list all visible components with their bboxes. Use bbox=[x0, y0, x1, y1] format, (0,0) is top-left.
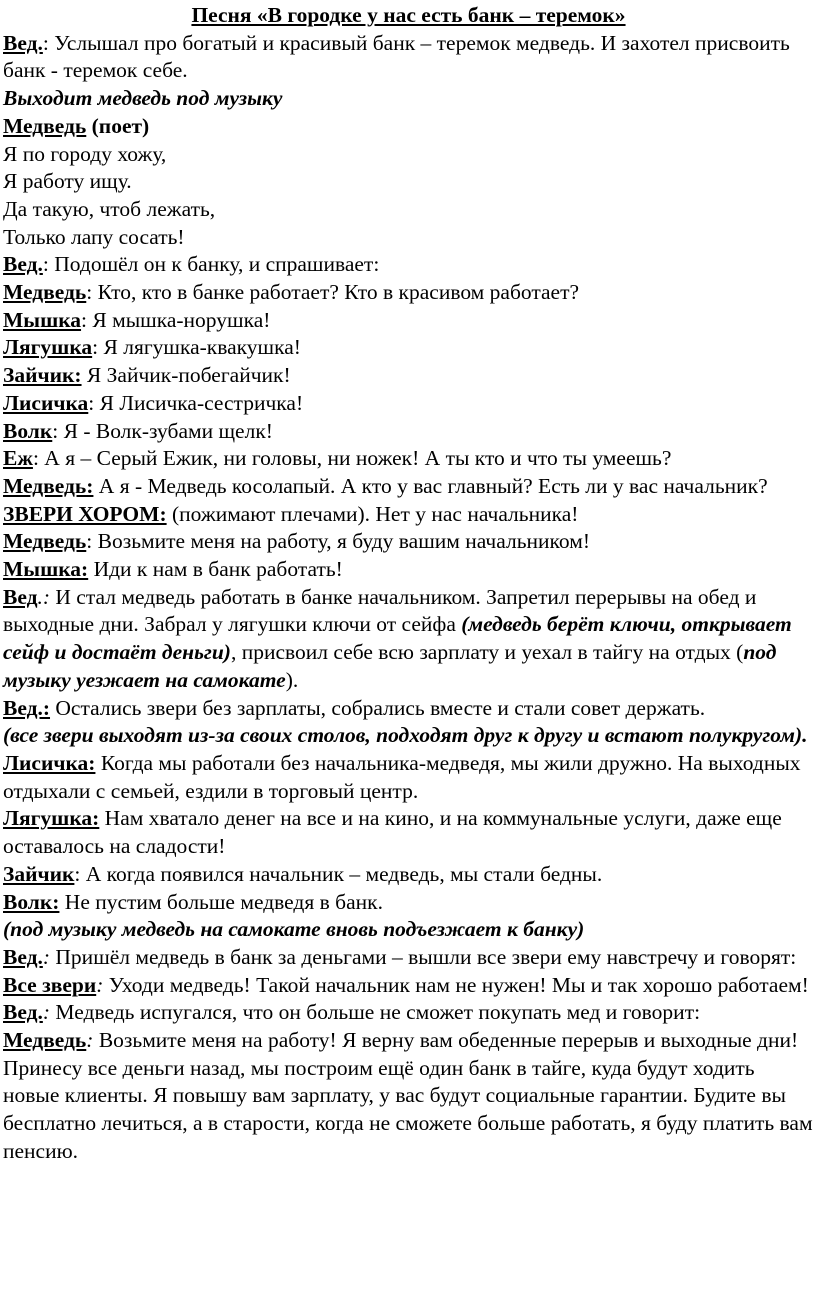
speaker-note: (поет) bbox=[91, 113, 150, 138]
line-text: А я - Медведь косолапый. А кто у вас главный? Есть ли у вас начальник? bbox=[93, 473, 768, 498]
dialogue-line bbox=[3, 944, 814, 972]
dialogue-line bbox=[3, 390, 814, 418]
dialogue-line bbox=[3, 695, 814, 750]
line-text: (пожимают плечами). Нет у нас начальника! bbox=[166, 501, 579, 526]
verse-line: Я работу ищу. bbox=[3, 169, 132, 194]
dialogue-line bbox=[3, 972, 814, 1000]
speaker-separator: : bbox=[86, 529, 93, 554]
line-text: , присвоил себе всю зарплату и уехал в тайгу на отдых ( bbox=[230, 640, 744, 665]
dialogue-line bbox=[3, 473, 814, 501]
line-text: Пришёл медведь в банк за деньгами – вышли все звери ему навстречу и говорят: bbox=[50, 944, 797, 969]
speaker-name: Медведь: bbox=[3, 473, 94, 498]
dialogue-line bbox=[3, 501, 814, 529]
document-title: Песня «В городке у нас есть банк – теремок» bbox=[191, 3, 626, 27]
speaker-name: Лягушка: bbox=[3, 806, 100, 831]
line-text: Когда мы работали без начальника-медведя, мы жили дружно. На выходных отдыхали с семьей, ездили в торговый центр. bbox=[3, 750, 801, 803]
speaker-separator: : bbox=[32, 446, 39, 471]
speaker-separator: : bbox=[86, 1028, 94, 1053]
dialogue-line bbox=[3, 1027, 814, 1166]
line-text: Возьмите меня на работу, я буду вашим начальником! bbox=[92, 529, 590, 554]
line-text: Услышал про богатый и красивый банк – теремок медведь. И захотел присвоить банк - теремок себе. bbox=[3, 30, 790, 83]
speaker-name: Медведь bbox=[3, 529, 87, 554]
speaker-name: Все звери bbox=[3, 972, 97, 997]
line-text: Я лягушка-квакушка! bbox=[98, 335, 301, 360]
speaker-name: Медведь bbox=[3, 280, 87, 305]
speaker-separator: : bbox=[88, 390, 95, 415]
speaker-name: Вед.: bbox=[3, 695, 51, 720]
speaker-separator: : bbox=[96, 972, 104, 997]
line-text: И стал медведь работать в банке начальником. Запретил перерывы на обед и выходные дни. Забрал у лягушки ключи от сейфа bbox=[3, 584, 757, 637]
speaker-name: Мышка: bbox=[3, 557, 89, 582]
speaker-name: Вед. bbox=[3, 252, 43, 277]
stage-direction: Выходит медведь под музыку bbox=[3, 86, 283, 111]
speaker-separator: : bbox=[92, 335, 99, 360]
speaker-name: Мышка bbox=[3, 307, 82, 332]
speaker-separator: : bbox=[86, 280, 93, 305]
line-text: Я мышка-норушка! bbox=[87, 307, 271, 332]
speaker-name: Медведь bbox=[3, 1028, 87, 1053]
stage-direction: (медведь берёт ключи, открывает сейф и достаёт деньги) bbox=[3, 612, 792, 665]
line-text: Остались звери без зарплаты, собрались вместе и стали совет держать. bbox=[50, 695, 706, 720]
speaker-name: Вед. bbox=[3, 1000, 43, 1025]
line-text: Кто, кто в банке работает? Кто в красивом работает? bbox=[92, 280, 580, 305]
speaker-separator: : bbox=[42, 1000, 51, 1025]
dialogue-line bbox=[3, 750, 814, 805]
line-text: Уходи медведь! Такой начальник нам не нужен! Мы и так хорошо работаем! bbox=[103, 972, 809, 997]
speaker-name: Зайчик: bbox=[3, 363, 82, 388]
dialogue-line bbox=[3, 445, 814, 473]
speaker-separator: : bbox=[42, 252, 49, 277]
line-text: Я - Волк-зубами щелк! bbox=[58, 418, 273, 443]
line-text: А я – Серый Ежик, ни головы, ни ножек! А ты кто и что ты умеешь? bbox=[38, 446, 672, 471]
speaker-separator: .: bbox=[37, 584, 51, 609]
dialogue-line bbox=[3, 999, 814, 1027]
stage-direction: (все звери выходят из-за своих столов, подходят друг к другу и встают полукругом). bbox=[3, 723, 808, 748]
speaker-name: Еж bbox=[3, 446, 33, 471]
speaker-name: Лягушка bbox=[3, 335, 93, 360]
verse-line: Да такую, чтоб лежать, bbox=[3, 196, 216, 221]
line-text: Не пустим больше медведя в банк. bbox=[59, 889, 383, 914]
speaker-name: Вед. bbox=[3, 30, 43, 55]
line-text: ). bbox=[285, 667, 299, 692]
line-text: Возьмите меня на работу! Я верну вам обеденные перерыв и выходные дни! Принесу все деньги назад, мы построим ещё один банк в тайге, куда будут ходить новые клиенты. Я повышу вам зарплату, у вас будут социальные гарантии. Будите вы бесплатно лечиться, а в старости, когда не сможете больше работать, я буду платить вам пенсию. bbox=[3, 1028, 813, 1163]
dialogue-line bbox=[3, 251, 814, 279]
line-text: Иди к нам в банк работать! bbox=[88, 557, 343, 582]
dialogue-line bbox=[3, 418, 814, 446]
dialogue-line bbox=[3, 30, 814, 85]
line-text: Я Зайчик-побегайчик! bbox=[81, 363, 291, 388]
speaker-separator: : bbox=[81, 307, 88, 332]
verse-line: Только лапу сосать! bbox=[3, 224, 185, 249]
line-text: А когда появился начальник – медведь, мы стали бедны. bbox=[80, 861, 603, 886]
speaker-name: ЗВЕРИ ХОРОМ: bbox=[3, 501, 167, 526]
speaker-name: Вед bbox=[3, 584, 38, 609]
dialogue-line bbox=[3, 279, 814, 307]
speaker-separator: : bbox=[42, 944, 51, 969]
dialogue-line bbox=[3, 334, 814, 362]
stage-direction: под музыку уезжает на самокате bbox=[3, 640, 777, 692]
line-text: Подошёл он к банку, и спрашивает: bbox=[48, 252, 380, 277]
dialogue-line bbox=[3, 113, 814, 141]
speaker-separator: : bbox=[52, 418, 59, 443]
speaker-separator: : bbox=[74, 861, 81, 886]
dialogue-line bbox=[3, 362, 814, 390]
speaker-name: Волк bbox=[3, 418, 53, 443]
speaker-name: Медведь bbox=[3, 113, 87, 138]
speaker-name: Волк: bbox=[3, 889, 60, 914]
dialogue-line bbox=[3, 805, 814, 860]
speaker-name: Вед. bbox=[3, 944, 43, 969]
dialogue-line bbox=[3, 889, 814, 917]
line-text: Я Лисичка-сестричка! bbox=[94, 390, 304, 415]
dialogue-line bbox=[3, 584, 814, 695]
speaker-name: Лисичка bbox=[3, 390, 89, 415]
speaker-name: Зайчик bbox=[3, 861, 75, 886]
dialogue-line bbox=[3, 861, 814, 889]
line-text: Медведь испугался, что он больше не сможет покупать мед и говорит: bbox=[50, 1000, 701, 1025]
speaker-separator: : bbox=[42, 30, 49, 55]
stage-direction: (под музыку медведь на самокате вновь подъезжает к банку) bbox=[3, 917, 585, 942]
line-text: Нам хватало денег на все и на кино, и на коммунальные услуги, даже еще оставалось на сладости! bbox=[3, 806, 782, 859]
speaker-name: Лисичка: bbox=[3, 750, 96, 775]
dialogue-line bbox=[3, 556, 814, 584]
dialogue-line bbox=[3, 307, 814, 335]
dialogue-line bbox=[3, 528, 814, 556]
verse-line: Я по городу хожу, bbox=[3, 141, 167, 166]
